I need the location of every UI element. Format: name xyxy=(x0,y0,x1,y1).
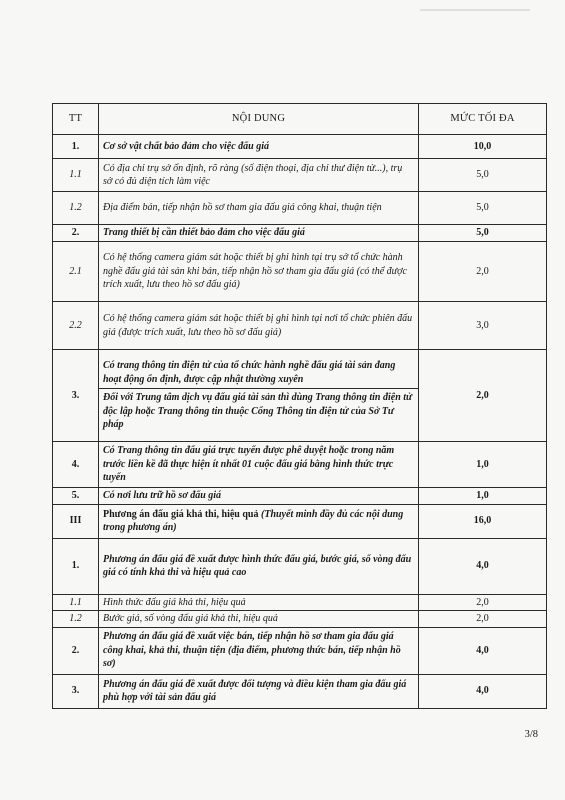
row-max: 2,0 xyxy=(419,611,547,628)
row-content-part-2: Đối với Trung tâm dịch vụ đấu giá tài sản thì dùng Trang thông tin điện tử độc lập hoặc Trang thông tin thuộc Cổng Thông tin điện tử của Sở Tư pháp xyxy=(103,392,413,431)
table-row xyxy=(53,488,547,505)
table-row xyxy=(53,627,547,674)
row-content: Phương án đấu giá đề xuất việc bán, tiếp nhận hồ sơ tham gia đấu giá công khai, khả thi, thuận tiện (địa điểm, phương thức bán, tiếp nhận hồ sơ) xyxy=(99,627,419,674)
row-content: Cơ sở vật chất bảo đảm cho việc đấu giá xyxy=(99,135,419,159)
row-max: 1,0 xyxy=(419,442,547,488)
row-tt: 3. xyxy=(53,350,99,442)
row-max: 1,0 xyxy=(419,488,547,505)
row-content: Hình thức đấu giá khả thi, hiệu quả xyxy=(99,594,419,611)
row-max: 10,0 xyxy=(419,135,547,159)
row-tt: 4. xyxy=(53,442,99,488)
row-tt: 1. xyxy=(53,538,99,594)
row-content: Có hệ thống camera giám sát hoặc thiết bị ghi hình tại trụ sở tổ chức hành nghề đấu giá tài sản khi bán, tiếp nhận hồ sơ tham gia đấu giá (có thể được trích xuất, lưu theo hồ sơ đấu giá) xyxy=(99,242,419,302)
row-max: 2,0 xyxy=(419,242,547,302)
row-max: 5,0 xyxy=(419,225,547,242)
table-row xyxy=(53,594,547,611)
criteria-table xyxy=(52,103,547,709)
table-row xyxy=(53,192,547,225)
row-content-part-1: Có trang thông tin điện tử của tổ chức hành nghề đấu giá tài sản đang hoạt động ổn định, được cập nhật thường xuyên xyxy=(99,359,418,389)
row-max: 4,0 xyxy=(419,538,547,594)
row-tt: 1.2 xyxy=(53,611,99,628)
row-max: 4,0 xyxy=(419,627,547,674)
table-row xyxy=(53,350,547,442)
table-row xyxy=(53,242,547,302)
header-content: NỘI DUNG xyxy=(99,104,419,135)
row-tt: 3. xyxy=(53,674,99,708)
row-tt: 1. xyxy=(53,135,99,159)
row-content: Có nơi lưu trữ hồ sơ đấu giá xyxy=(99,488,419,505)
row-tt: 5. xyxy=(53,488,99,505)
header-max: MỨC TỐI ĐA xyxy=(419,104,547,135)
table-row xyxy=(53,442,547,488)
scan-noise-mark xyxy=(420,6,530,16)
row-tt: 2. xyxy=(53,627,99,674)
row-content: Có hệ thống camera giám sát hoặc thiết bị ghi hình tại nơi tổ chức phiên đấu giá (được trích xuất, lưu theo hồ sơ đấu giá) xyxy=(99,302,419,350)
row-max: 4,0 xyxy=(419,674,547,708)
row-max: 5,0 xyxy=(419,192,547,225)
row-content xyxy=(99,350,419,442)
row-tt: 2. xyxy=(53,225,99,242)
row-content xyxy=(99,504,419,538)
table-row xyxy=(53,302,547,350)
table-row xyxy=(53,225,547,242)
row-tt: 2.2 xyxy=(53,302,99,350)
header-tt: TT xyxy=(53,104,99,135)
row-tt: 1.2 xyxy=(53,192,99,225)
row-content: Phương án đấu giá đề xuất được hình thức đấu giá, bước giá, số vòng đấu giá có tính khả thi và hiệu quả cao xyxy=(99,538,419,594)
row-tt: III xyxy=(53,504,99,538)
row-tt: 1.1 xyxy=(53,594,99,611)
row-max: 2,0 xyxy=(419,594,547,611)
row-content: Có Trang thông tin đấu giá trực tuyến được phê duyệt hoặc trong năm trước liền kề đã thực hiện ít nhất 01 cuộc đấu giá bằng hình thức trực tuyến xyxy=(99,442,419,488)
table-row xyxy=(53,674,547,708)
row-max: 16,0 xyxy=(419,504,547,538)
table-row xyxy=(53,611,547,628)
row-max: 3,0 xyxy=(419,302,547,350)
row-max: 2,0 xyxy=(419,350,547,442)
row-content: Bước giá, số vòng đấu giá khả thi, hiệu quả xyxy=(99,611,419,628)
table-header-row xyxy=(53,104,547,135)
table-row xyxy=(53,504,547,538)
table-row xyxy=(53,538,547,594)
row-content: Địa điểm bán, tiếp nhận hồ sơ tham gia đấu giá công khai, thuận tiện xyxy=(99,192,419,225)
row-tt: 2.1 xyxy=(53,242,99,302)
row-max: 5,0 xyxy=(419,159,547,192)
page-number: 3/8 xyxy=(524,729,538,740)
row-content-note: (Thuyết minh đầy đủ các nội dung trong phương án) xyxy=(103,508,404,533)
row-content: Phương án đấu giá đề xuất được đối tượng và điều kiện tham gia đấu giá phù hợp với tài sản đấu giá xyxy=(99,674,419,708)
row-content-main: Phương án đấu giá khả thi, hiệu quả xyxy=(103,508,259,520)
table-row xyxy=(53,135,547,159)
table-row xyxy=(53,159,547,192)
row-content: Có địa chỉ trụ sở ổn định, rõ ràng (số điện thoại, địa chỉ thư điện tử...), trụ sở có đủ diện tích làm việc xyxy=(99,159,419,192)
row-content: Trang thiết bị cần thiết bảo đảm cho việc đấu giá xyxy=(99,225,419,242)
row-tt: 1.1 xyxy=(53,159,99,192)
